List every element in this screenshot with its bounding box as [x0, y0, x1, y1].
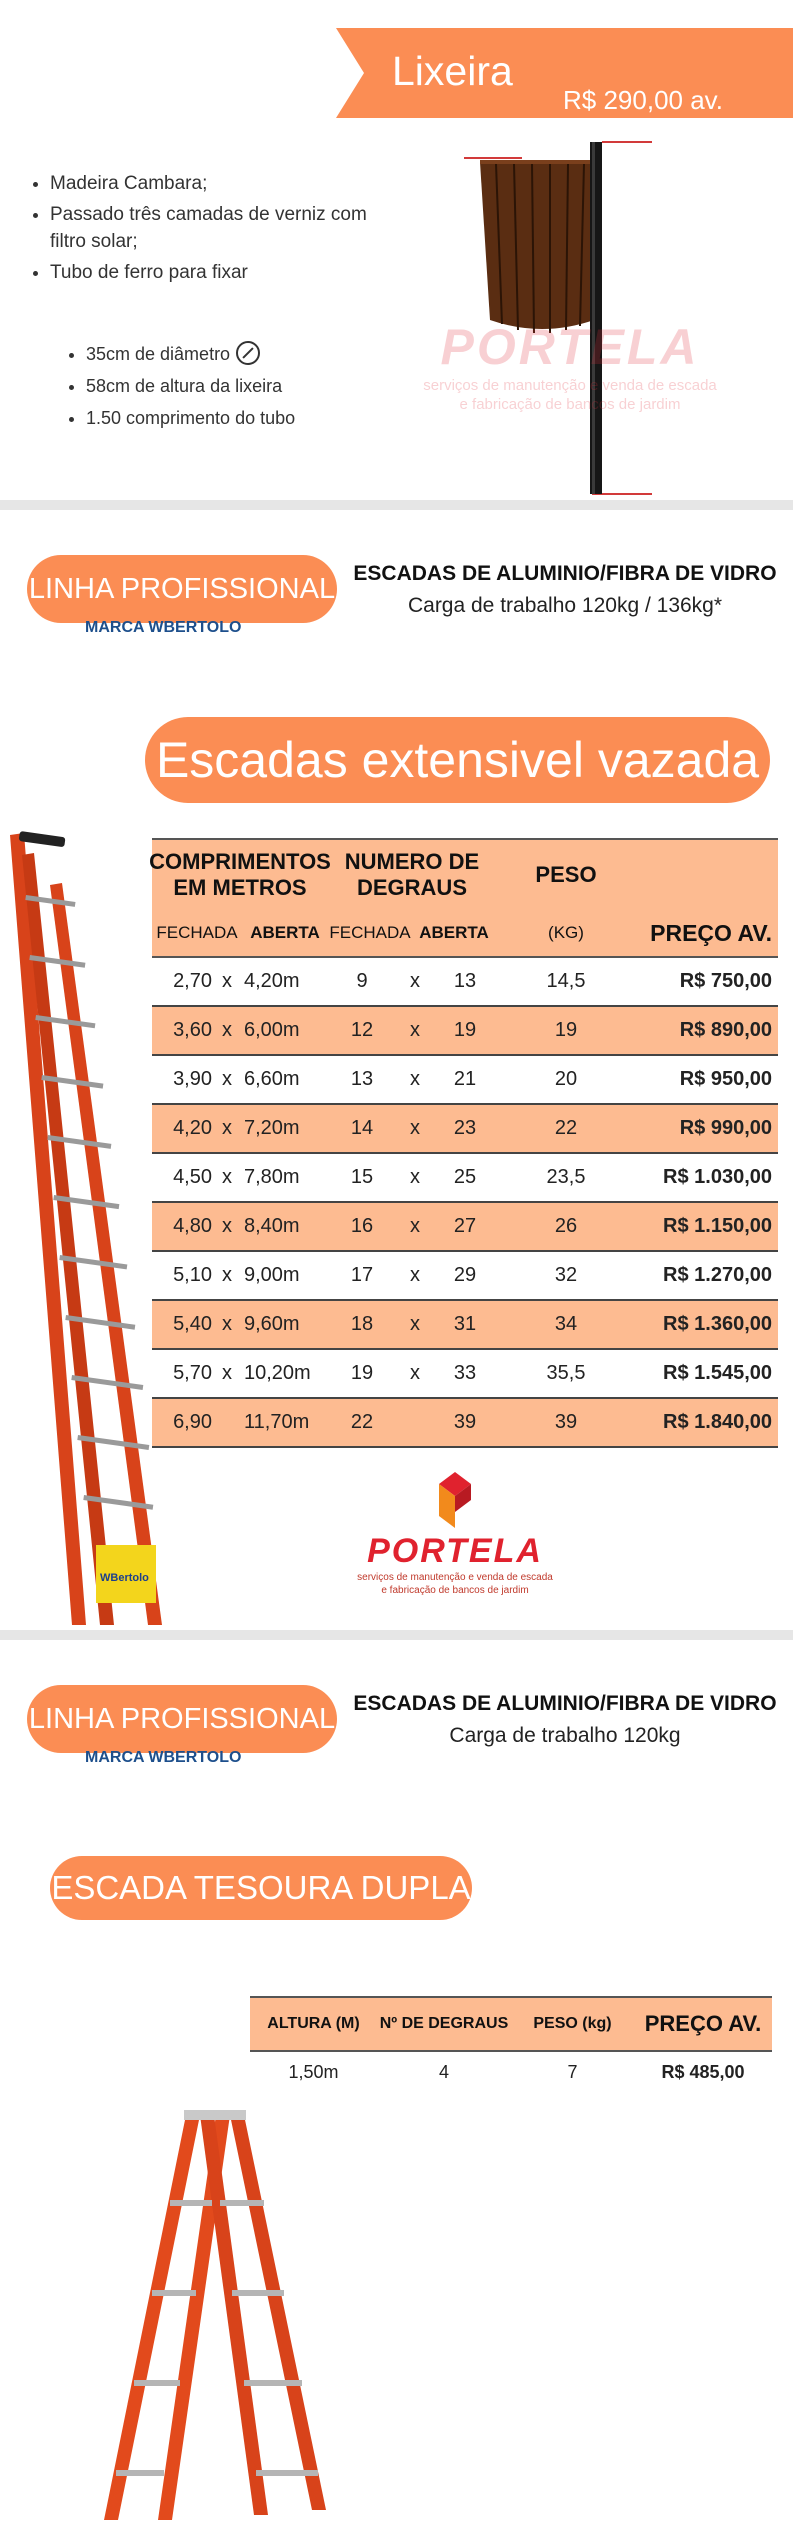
cell-peso: 20 — [554, 1068, 578, 1090]
cell-fechada: 2,70 — [173, 970, 212, 992]
header-peso: PESO — [535, 862, 597, 887]
cell-preco: R$ 890,00 — [679, 1019, 772, 1041]
carga-text: Carga de trabalho 120kg — [449, 1724, 681, 1747]
table-header — [250, 1996, 772, 2052]
cell-fechada: 6,90 — [173, 1411, 212, 1433]
table-row — [152, 1056, 778, 1105]
cell-aberta: 6,60m — [244, 1068, 300, 1090]
cell-peso: 7 — [567, 2061, 578, 2082]
cell-preco: R$ 1.030,00 — [663, 1166, 772, 1188]
cell-degraus-fechada: 18 — [350, 1313, 374, 1335]
cell-peso: 34 — [554, 1313, 578, 1335]
list-item — [86, 340, 426, 368]
step-ladder-image — [100, 2110, 340, 2525]
cell-fechada: 3,60 — [173, 1019, 212, 1041]
cell-degraus-fechada: 19 — [350, 1362, 374, 1384]
linha-profissional-badge: LINHA PROFISSIONAL — [27, 555, 337, 623]
watermark-sub-1: serviços de manutenção e venda de escada — [423, 377, 717, 394]
cell-peso: 23,5 — [546, 1166, 586, 1188]
extensivel-title-pill: Escadas extensivel vazada — [145, 717, 770, 803]
cell-aberta: 8,40m — [244, 1215, 300, 1237]
cell-degraus-aberta: 19 — [453, 1019, 477, 1041]
cell-degraus-aberta: 23 — [453, 1117, 477, 1139]
cell-preco: R$ 750,00 — [679, 970, 772, 992]
table-header — [149, 838, 778, 910]
cell-degraus-fechada: 17 — [350, 1264, 374, 1286]
header-degraus: Nº DE DEGRAUS — [379, 2015, 509, 2032]
cell-degraus-aberta: 29 — [453, 1264, 477, 1286]
carga-text: Carga de trabalho 120kg / 136kg* — [407, 594, 723, 617]
cell-peso: 32 — [554, 1264, 578, 1286]
cell-x: x — [410, 1264, 420, 1286]
marca-label: MARCA WBERTOLO — [85, 619, 242, 636]
cell-peso: 35,5 — [546, 1362, 586, 1384]
cell-x: x — [222, 1019, 232, 1041]
subheader-aberta-2: ABERTA — [419, 923, 489, 942]
tesoura-price-table — [250, 1996, 772, 2092]
cell-aberta: 9,00m — [244, 1264, 300, 1286]
cell-x: x — [410, 1166, 420, 1188]
table-body — [152, 958, 778, 1448]
cell-preco: R$ 1.270,00 — [663, 1264, 772, 1286]
marca-label: MARCA WBERTOLO — [85, 1749, 242, 1766]
cell-aberta: 6,00m — [244, 1019, 300, 1041]
cell-degraus-aberta: 33 — [453, 1362, 477, 1384]
cell-degraus-aberta: 27 — [453, 1215, 477, 1237]
cell-fechada: 4,50 — [173, 1166, 212, 1188]
cell-fechada: 5,10 — [173, 1264, 212, 1286]
cell-fechada: 5,40 — [173, 1313, 212, 1335]
cell-x: x — [410, 1019, 420, 1041]
cell-degraus-aberta: 39 — [453, 1411, 477, 1433]
portela-logo — [340, 1470, 570, 1597]
table-row — [152, 1105, 778, 1154]
cell-degraus-aberta: 21 — [453, 1068, 477, 1090]
cell-aberta: 4,20m — [244, 970, 300, 992]
cell-degraus-fechada: 13 — [350, 1068, 374, 1090]
lixeira-specs-list — [86, 340, 426, 436]
header-degraus: NUMERO DE DEGRAUS — [344, 849, 480, 900]
cell-peso: 39 — [554, 1411, 578, 1433]
table-row — [152, 1154, 778, 1203]
list-item: • Passado três camadas de verniz com filtro solar; — [50, 201, 390, 255]
cell-aberta: 7,80m — [244, 1166, 300, 1188]
header-altura: ALTURA (M) — [267, 2015, 360, 2032]
cell-x: x — [410, 1215, 420, 1237]
page-escada-tesoura — [0, 1640, 793, 2545]
cell-peso: 26 — [554, 1215, 578, 1237]
cell-fechada: 4,20 — [173, 1117, 212, 1139]
extensivel-price-table — [149, 838, 778, 1448]
lixeira-features-list — [50, 170, 390, 290]
header-comprimento: COMPRIMENTOS EM METROS — [149, 849, 331, 900]
cell-degraus-fechada: 22 — [350, 1411, 374, 1433]
subheader-aberta: ABERTA — [250, 923, 320, 942]
page-escada-extensivel — [0, 510, 793, 1630]
cell-preco: R$ 1.150,00 — [663, 1215, 772, 1237]
extension-ladder-image — [0, 825, 170, 1625]
cell-x: x — [222, 970, 232, 992]
cell-x: x — [410, 1362, 420, 1384]
cell-x: x — [222, 1313, 232, 1335]
cell-degraus-aberta: 13 — [453, 970, 477, 992]
cell-preco: R$ 990,00 — [679, 1117, 772, 1139]
spec-diameter: 35cm de diâmetro — [86, 344, 231, 364]
cell-fechada: 3,90 — [173, 1068, 212, 1090]
cell-aberta: 7,20m — [244, 1117, 300, 1139]
logo-sub-1: serviços de manutenção e venda de escada — [357, 1572, 553, 1583]
table-row — [152, 1203, 778, 1252]
table-subheader — [152, 910, 778, 958]
table-row — [250, 2052, 772, 2092]
list-item: • Tubo de ferro para fixar — [50, 259, 390, 286]
cell-x: x — [222, 1117, 232, 1139]
cell-preco: R$ 1.360,00 — [663, 1313, 772, 1335]
cell-fechada: 4,80 — [173, 1215, 212, 1237]
cell-degraus-fechada: 16 — [350, 1215, 374, 1237]
escadas-heading: ESCADAS DE ALUMINIO/FIBRA DE VIDRO — [353, 562, 777, 585]
cell-altura: 1,50m — [288, 2061, 339, 2082]
cell-degraus: 4 — [438, 2061, 449, 2082]
list-item: • 1.50 comprimento do tubo — [86, 404, 426, 432]
header-preco: PREÇO AV. — [644, 2011, 762, 2036]
subheader-fechada-2: FECHADA — [329, 923, 411, 942]
cell-degraus-fechada: 14 — [350, 1117, 374, 1139]
cell-degraus-aberta: 31 — [453, 1313, 477, 1335]
escadas-heading: ESCADAS DE ALUMINIO/FIBRA DE VIDRO — [353, 1692, 777, 1715]
cell-x: x — [410, 1313, 420, 1335]
cell-x: x — [410, 1068, 420, 1090]
tesoura-title-pill: ESCADA TESOURA DUPLA — [50, 1856, 472, 1920]
lixeira-price: R$ 290,00 av. — [563, 85, 723, 115]
cell-peso: 22 — [554, 1117, 578, 1139]
table-row — [152, 1252, 778, 1301]
cell-peso: 19 — [554, 1019, 578, 1041]
lixeira-title: Lixeira — [392, 48, 513, 94]
ladder-brand-label: WBertolo — [100, 1572, 149, 1584]
header-peso: PESO (kg) — [533, 2015, 612, 2032]
cell-aberta: 9,60m — [244, 1313, 300, 1335]
watermark-sub-2: e fabricação de bancos de jardim — [459, 396, 681, 413]
cell-x: x — [222, 1264, 232, 1286]
cell-peso: 14,5 — [546, 970, 586, 992]
subheader-fechada: FECHADA — [156, 923, 238, 942]
cell-x: x — [222, 1068, 232, 1090]
watermark-brand: PORTELA — [440, 319, 700, 375]
cell-preco: R$ 1.840,00 — [663, 1411, 772, 1433]
cell-x: x — [222, 1362, 232, 1384]
cell-preco: R$ 1.545,00 — [663, 1362, 772, 1384]
table-row — [152, 1301, 778, 1350]
subheader-kg: (KG) — [548, 923, 584, 942]
cell-x: x — [410, 970, 420, 992]
logo-brand: PORTELA — [367, 1532, 543, 1570]
cell-fechada: 5,70 — [173, 1362, 212, 1384]
page-lixeira — [0, 0, 793, 500]
list-item: • Madeira Cambara; — [50, 170, 390, 197]
cell-degraus-fechada: 9 — [356, 970, 368, 992]
cell-x: x — [222, 1215, 232, 1237]
cell-aberta: 10,20m — [244, 1362, 311, 1384]
cell-degraus-fechada: 12 — [350, 1019, 374, 1041]
cell-aberta: 11,70m — [244, 1411, 310, 1433]
cell-x: x — [410, 1117, 420, 1139]
cell-x: x — [222, 1166, 232, 1188]
subheader-preco: PREÇO AV. — [650, 919, 772, 946]
portela-watermark — [405, 318, 735, 414]
table-row — [152, 958, 778, 1007]
table-row — [152, 1007, 778, 1056]
portela-logo-mark — [433, 1470, 477, 1530]
cell-degraus-fechada: 15 — [350, 1166, 374, 1188]
cell-degraus-aberta: 25 — [453, 1166, 477, 1188]
linha-profissional-badge: LINHA PROFISSIONAL — [27, 1685, 337, 1753]
cell-preco: R$ 950,00 — [679, 1068, 772, 1090]
cell-preco: R$ 485,00 — [661, 2061, 745, 2082]
logo-sub-2: e fabricação de bancos de jardim — [381, 1585, 529, 1596]
table-row — [152, 1399, 778, 1448]
diameter-icon — [236, 341, 260, 365]
list-item: • 58cm de altura da lixeira — [86, 372, 426, 400]
table-row — [152, 1350, 778, 1399]
